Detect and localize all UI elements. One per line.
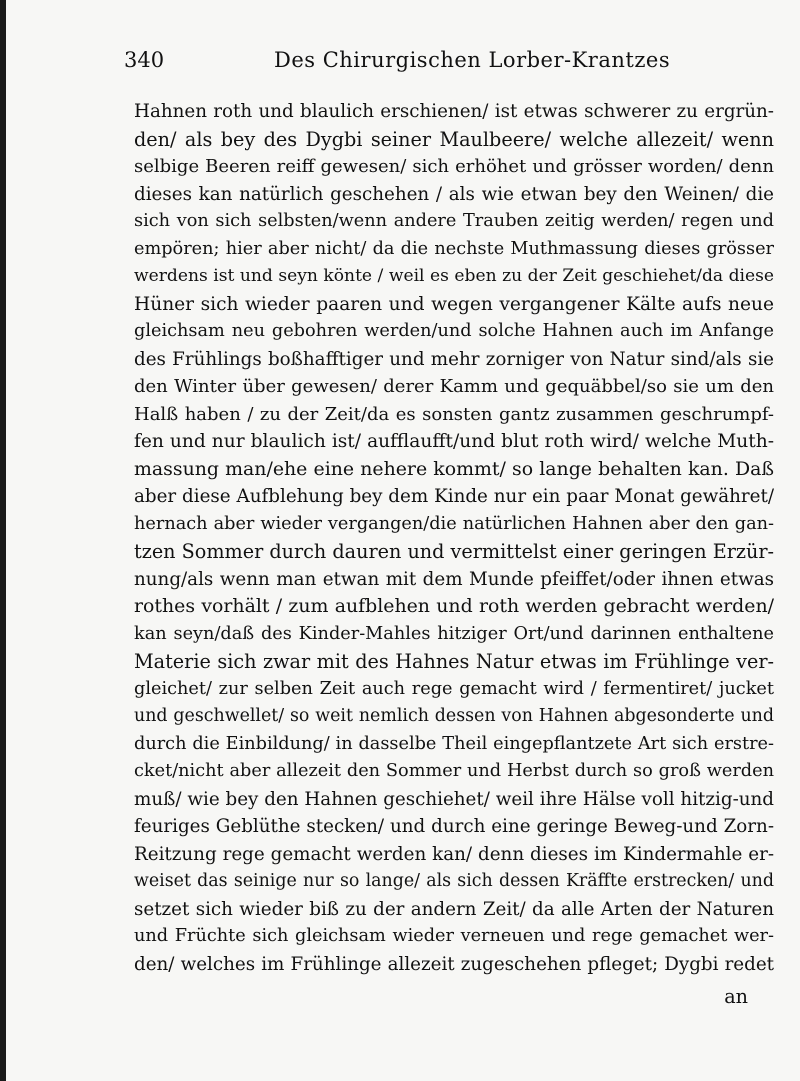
text-line: werdens ist und seyn könte / weil es eben zu der Zeit geschiehet/da diese bbox=[134, 266, 774, 286]
text-line: des Frühlings boßhafftiger und mehr zorniger von Natur sind/als sie bbox=[134, 348, 774, 370]
text-line: empören; hier aber nicht/ da die nechste Muthmassung dieses grösser bbox=[134, 238, 774, 259]
text-line: kan seyn/daß des Kinder-Mahles hitziger Ort/und darinnen enthaltene bbox=[134, 623, 774, 644]
text-line: Reitzung rege gemacht werden kan/ denn dieses im Kindermahle er- bbox=[134, 843, 774, 865]
text-line: nung/als wenn man etwan mit dem Munde pfeiffet/oder ihnen etwas bbox=[134, 568, 774, 590]
text-line: cket/nicht aber allezeit den Sommer und Herbst durch so groß werden bbox=[134, 761, 774, 781]
text-line: und geschwellet/ so weit nemlich dessen von Hahnen abgesonderte und bbox=[134, 706, 774, 726]
running-head: Des Chirurgischen Lorber-Krantzes bbox=[274, 48, 671, 72]
text-line: rothes vorhält / zum aufblehen und roth werden gebracht werden/ bbox=[134, 595, 774, 617]
body-text bbox=[134, 98, 774, 978]
text-line: setzet sich wieder biß zu der andern Zeit/ da alle Arten der Naturen bbox=[134, 898, 774, 920]
page-header bbox=[124, 44, 724, 84]
page-number: 340 bbox=[124, 48, 165, 72]
text-line: massung man/ehe eine nehere kommt/ so lange behalten kan. Daß bbox=[134, 457, 774, 480]
text-line: aber diese Aufblehung bey dem Kinde nur ein paar Monat gewähret/ bbox=[134, 486, 774, 507]
text-line: den Winter über gewesen/ derer Kamm und gequäbbel/so sie um den bbox=[134, 376, 774, 397]
text-line: gleichsam neu gebohren werden/und solche Hahnen auch im Anfange bbox=[134, 321, 774, 341]
text-line: den/ als bey des Dygbi seiner Maulbeere/ welche allezeit/ wenn bbox=[134, 127, 774, 151]
text-line: sich von sich selbsten/wenn andere Trauben zeitig werden/ regen und bbox=[134, 211, 774, 231]
text-line: weiset das seinige nur so lange/ als sich dessen Kräffte erstrecken/ und bbox=[134, 871, 774, 891]
text-line: Materie sich zwar mit des Hahnes Natur etwas im Frühlinge ver- bbox=[134, 650, 774, 673]
text-line: gleichet/ zur selben Zeit auch rege gemacht wird / fermentiret/ jucket bbox=[134, 678, 774, 699]
text-line: selbige Beeren reiff gewesen/ sich erhöhet und grösser worden/ denn bbox=[134, 156, 774, 177]
text-line: und Früchte sich gleichsam wieder verneuen und rege gemachet wer- bbox=[134, 926, 774, 946]
text-line: dieses kan natürlich geschehen / als wie etwan bey den Weinen/ die bbox=[134, 183, 774, 205]
text-line: hernach aber wieder vergangen/die natürlichen Hahnen aber den gan- bbox=[134, 513, 774, 534]
text-line: durch die Einbildung/ in dasselbe Theil eingepflantzete Art sich erstre- bbox=[134, 733, 774, 754]
text-line: Hüner sich wieder paaren und wegen vergangener Kälte aufs neue bbox=[134, 293, 774, 315]
text-line: Hahnen roth und blaulich erschienen/ ist etwas schwerer zu ergrün- bbox=[134, 101, 774, 122]
text-line: Halß haben / zu der Zeit/da es sonsten gantz zusammen geschrumpf- bbox=[134, 403, 774, 425]
text-line: fen und nur blaulich ist/ aufflaufft/und blut roth wird/ welche Muth- bbox=[134, 431, 774, 452]
text-line: tzen Sommer durch dauren und vermittelst einer geringen Erzür- bbox=[134, 540, 774, 563]
text-line: muß/ wie bey den Hahnen geschiehet/ weil ihre Hälse voll hitzig-und bbox=[134, 788, 774, 810]
text-line: feuriges Geblüthe stecken/ und durch eine geringe Beweg-und Zorn- bbox=[134, 816, 774, 837]
text-line: den/ welches im Frühlinge allezeit zugeschehen pfleget; Dygbi redet bbox=[134, 953, 774, 975]
catchword: an bbox=[724, 985, 748, 1008]
